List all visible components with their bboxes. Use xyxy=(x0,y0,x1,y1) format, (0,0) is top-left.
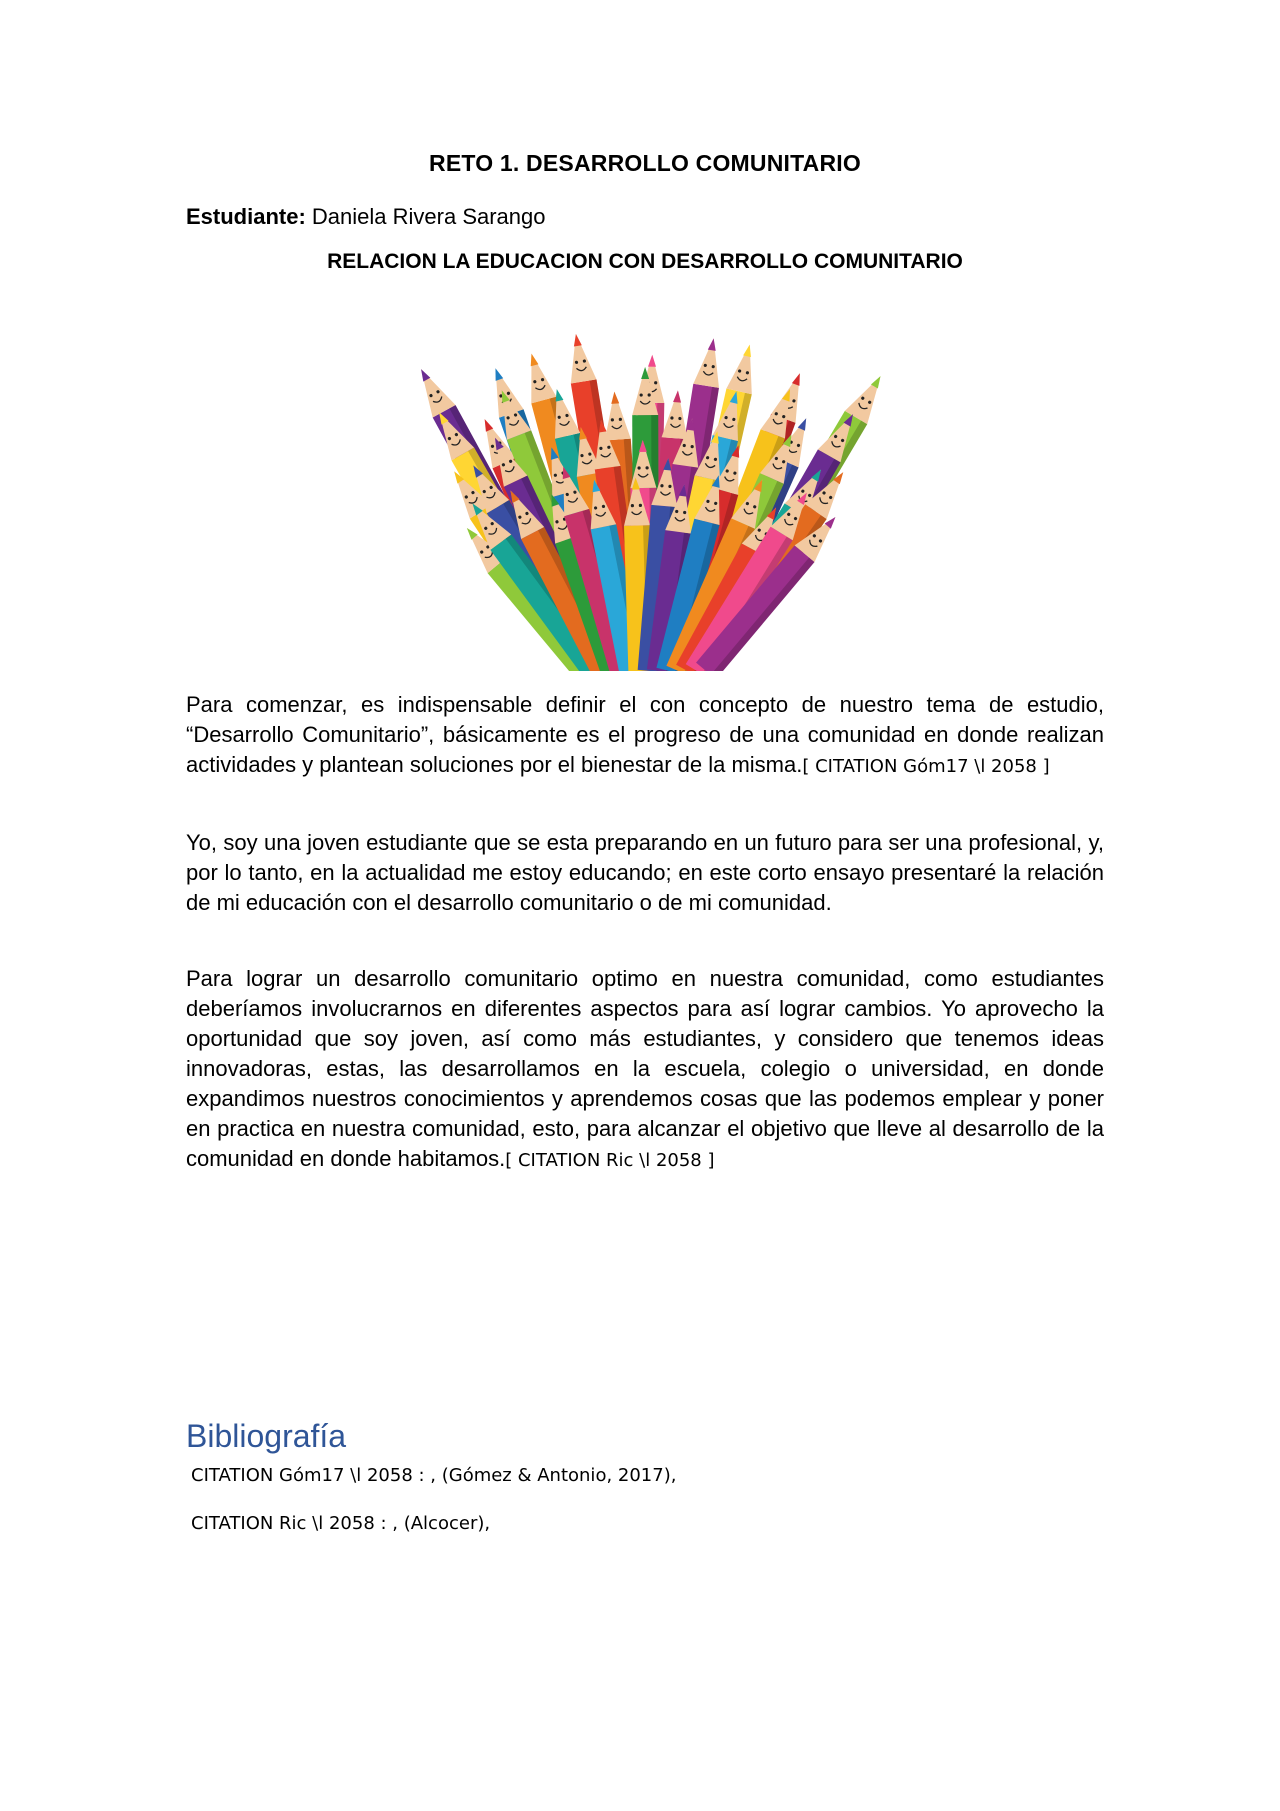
paragraph-1 xyxy=(186,690,1104,782)
document-title: RETO 1. DESARROLLO COMUNITARIO xyxy=(429,150,861,176)
paragraph-3-citation: [ CITATION Ric \l 2058 ] xyxy=(505,1150,715,1171)
paragraph-2-text: Yo, soy una joven estudiante que se esta preparando en un futuro para ser una profesional, y, por lo tanto, en la actualidad me estoy educando; en este corto ensayo presentaré la relación de mi educación con el desarrollo comunitario o de mi comunidad. xyxy=(186,830,1104,915)
document-subtitle: RELACION LA EDUCACION CON DESARROLLO COMUNITARIO xyxy=(327,250,963,273)
bibliography-entry-1: CITATION Góm17 \l 2058 : , (Gómez & Antonio, 2017), xyxy=(191,1465,677,1486)
paragraph-1-citation: [ CITATION Góm17 \l 2058 ] xyxy=(802,756,1050,777)
paragraph-1-text: Para comenzar, es indispensable definir el con concepto de nuestro tema de estudio, “Desarrollo Comunitario”, básicamente es el progreso de una comunidad en donde realizan actividades y plantean soluciones por el bienestar de la misma. xyxy=(186,692,1104,777)
bibliography-heading: Bibliografía xyxy=(186,1418,347,1454)
paragraph-2 xyxy=(186,828,1104,918)
bibliography-entry-2: CITATION Ric \l 2058 : , (Alcocer), xyxy=(191,1513,491,1534)
colored-pencils-image xyxy=(391,296,901,671)
paragraph-3-text: Para lograr un desarrollo comunitario optimo en nuestra comunidad, como estudiantes deberíamos involucrarnos en diferentes aspectos para así lograr cambios. Yo aprovecho la oportunidad que soy joven, así como más estudiantes, y considero que tenemos ideas innovadoras, estas, las desarrollamos en la escuela, colegio o universidad, en donde expandimos nuestros conocimientos y aprendemos cosas que las podemos emplear y poner en practica en nuestra comunidad, esto, para alcanzar el objetivo que lleve al desarrollo de la comunidad en donde habitamos. xyxy=(186,966,1104,1171)
student-line xyxy=(186,204,546,230)
colored-pencils-illustration xyxy=(391,296,901,671)
paragraph-3 xyxy=(186,964,1104,1176)
student-label: Estudiante: xyxy=(186,204,306,229)
student-name: Daniela Rivera Sarango xyxy=(311,204,546,229)
